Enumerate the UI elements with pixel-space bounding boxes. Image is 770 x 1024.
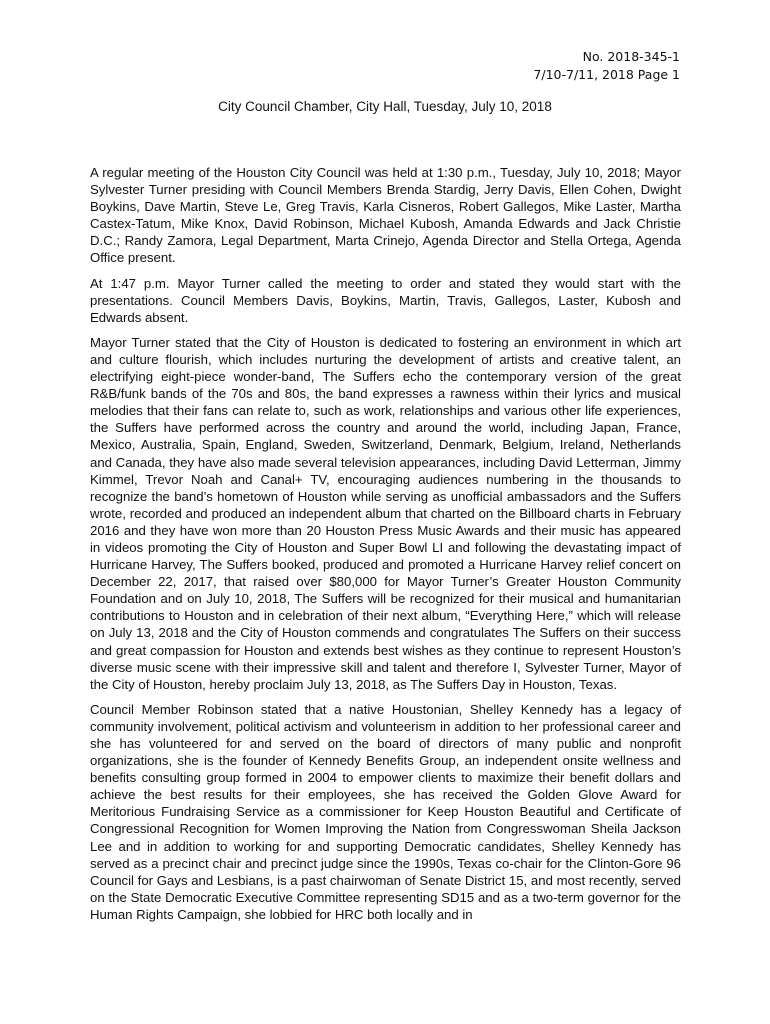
document-number: No. 2018-345-1: [582, 49, 680, 64]
date-and-page: 7/10-7/11, 2018 Page 1: [533, 67, 680, 82]
paragraph-suffers-proclamation: Mayor Turner stated that the City of Houston is dedicated to fostering an environment in which art and culture flourish, which includes nurturing the development of artists and creative talent, an electrifying eight-piece wonder-band, The Suffers echo the contemporary version of the great R&B/funk bands of the 70s and 80s, the band expresses a rawness within their lyrics and musical melodies that their fans can relate to, such as work, relationships and various other life experiences, the Suffers have performed across the country and around the world, including Japan, France, Mexico, Australia, Spain, England, Sweden, Switzerland, Denmark, Belgium, Ireland, Netherlands and Canada, they have also made several television appearances, including David Letterman, Jimmy Kimmel, Trevor Noah and Canal+ TV, encouraging audiences numbering in the thousands to recognize the band’s hometown of Houston while serving as unofficial ambassadors and the Suffers wrote, recorded and produced an independent album that charted on the Billboard charts in February 2016 and they have won more than 20 Houston Press Music Awards and their music has appeared in videos promoting the City of Houston and Super Bowl LI and following the devastating impact of Hurricane Harvey, The Suffers booked, produced and promoted a Hurricane Harvey relief concert on December 22, 2017, that raised over $80,000 for Mayor Turner’s Greater Houston Community Foundation and on July 10, 2018, The Suffers will be recognized for their musical and humanitarian contributions to Houston and in celebration of their next album, “Everything Here,” which will release on July 13, 2018 and the City of Houston commends and congratulates The Suffers on their success and great compassion for Houston and extends best wishes as they continue to represent Houston’s diverse music scene with their impressive skill and talent and therefore I, Sylvester Turner, Mayor of the City of Houston, hereby proclaim July 13, 2018, as The Suffers Day in Houston, Texas.: [90, 334, 681, 692]
document-header: [533, 48, 680, 84]
paragraph-kennedy-recognition: Council Member Robinson stated that a native Houstonian, Shelley Kennedy has a legacy of community involvement, political activism and volunteerism in addition to her professional career and she has volunteered for and served on the board of directors of many public and nonprofit organizations, she is the founder of Kennedy Benefits Group, an independent onsite wellness and benefits consulting group formed in 2004 to empower clients to maximize their benefit dollars and achieve the best results for their employees, she has received the Golden Glove Award for Meritorious Fundraising Service as a commissioner for Keep Houston Beautiful and Certificate of Congressional Recognition for Women Improving the Nation from Congresswoman Sheila Jackson Lee and in addition to working for and supporting Democratic candidates, Shelley Kennedy has served as a precinct chair and precinct judge since the 1990s, Texas co-chair for the Clinton-Gore 96 Council for Gays and Lesbians, is a past chairwoman of Senate District 15, and most recently, served on the State Democratic Executive Committee representing SD15 and as a two-term governor for the Human Rights Campaign, she lobbied for HRC both locally and in: [90, 701, 681, 922]
meeting-title: City Council Chamber, City Hall, Tuesday, July 10, 2018: [218, 99, 552, 114]
document-body: [90, 164, 681, 931]
paragraph-attendance: A regular meeting of the Houston City Council was held at 1:30 p.m., Tuesday, July 10, 2018; Mayor Sylvester Turner presiding with Council Members Brenda Stardig, Jerry Davis, Ellen Cohen, Dwight Boykins, Dave Martin, Steve Le, Greg Travis, Karla Cisneros, Robert Gallegos, Mike Laster, Martha Castex-Tatum, Mike Knox, David Robinson, Michael Kubosh, Amanda Edwards and Jack Christie D.C.; Randy Zamora, Legal Department, Marta Crinejo, Agenda Director and Stella Ortega, Agenda Office present.: [90, 165, 681, 266]
paragraph-call-to-order: At 1:47 p.m. Mayor Turner called the meeting to order and stated they would start with the presentations. Council Members Davis, Boykins, Martin, Travis, Gallegos, Laster, Kubosh and Edwards absent.: [90, 275, 681, 325]
